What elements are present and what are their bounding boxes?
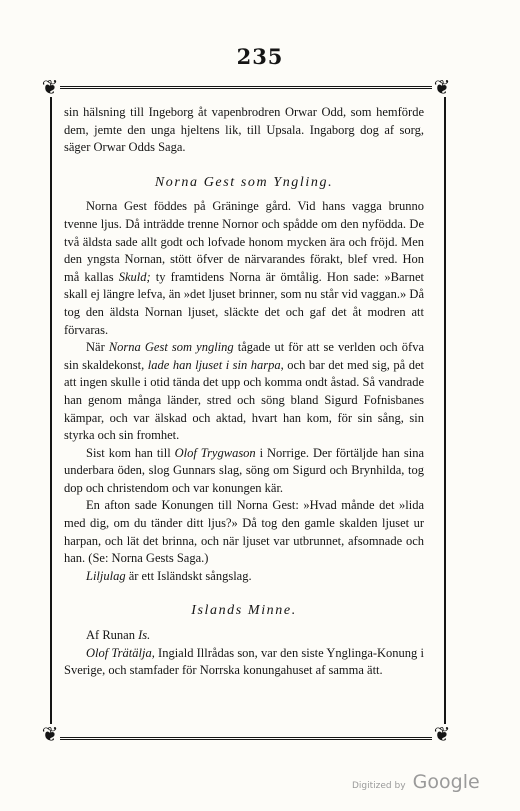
paragraph [64,645,424,680]
text-run: är ett Isländskt sångslag. [125,568,252,583]
text-run: Norna Gest föddes på Gräninge gård. Vid hans vagga brunno tvenne ljus. Då inträdde trenne Nornor och spådde om den nyfödda. De två äldsta sade allt godt och lofvade honom mycken ära och fröjd. Men den yngsta Nornan, stött öfver de närvarandes förakt, blef vred. Hon må kallas [64,199,424,284]
text-run: tågade ut för att se verlden och öfva sin skaldekonst, [64,340,424,372]
text-run: ty framtidens Norna är ömtålig. Hon sade: »Barnet skall ej längre lefva, än »det ljuset brinner, som nu står vid vaggan.» Då tog den äldsta Nornan ljuset, släckte det och gaf det åt modren att förvaras. [64,269,424,337]
text-run: Ingiald Illrådas son, var den siste Ynglinga-Konung i Sverige, och stamfader för Norrska konungahuset af samma ätt. [64,645,424,678]
italic-text: Is. [138,628,151,643]
google-logo: Google [412,771,480,793]
text-run: i Norrige. Der förtäljde han sina underbara öden, slog Gunnars slag, söng om Sigurd och Brynhilda, tog dop och christendom och var konungen kär. [64,445,424,495]
paragraph [64,104,424,157]
paragraph [64,339,424,445]
text-run: En afton sade Konungen till Norna Gest: »Hvad månde det »lida med dig, om du tänder ditt ljus?» Då tog den gamle skalden ljuset ur harpan, och lät det brinna, och när ljuset var utbrunnet, afsomnade och han. (Se: Norna Gests Saga.) [64,498,424,566]
page-number: 235 [236,44,284,69]
body-text [64,104,424,680]
text-run: sin hälsning till Ingeborg åt vapenbrodren Orwar Odd, som hemförde dem, jemte den unga hjeltens lik, till Upsala. Ingaborg dog af sorg, säger Orwar Odds Saga. [64,105,424,155]
ornament-icon: ❦ [41,722,59,746]
paragraph [64,568,424,586]
section-heading: Norna Gest som Yngling. [154,174,334,190]
italic-text: Liljulag [86,568,126,583]
text-run: När [86,340,109,355]
paragraph [64,445,424,498]
paragraph [64,198,424,339]
ornament-icon: ❦ [433,722,451,746]
section-heading: Islands Minne. [191,603,297,619]
digitized-watermark [352,771,480,793]
text-run: Sist kom han till [86,445,175,460]
text-run: och bar det med sig, på det att ingen skulle i otid tända det upp och komma ondt åstad. Så vandrade han genom många länder, stred och söng bland Sigurd Fofnisbanes kämpar, och var älskad och aktad, hvart han kom, för sin sång, sin styrka och sin fromhet. [64,357,424,443]
text-run: Af Runan [86,628,139,643]
paragraph [64,497,424,567]
italic-text: Olof Trätälja, [86,645,155,660]
italic-text: lade han ljuset i sin harpa, [147,357,284,372]
italic-text: Norna Gest som yngling [108,340,234,355]
ornament-icon: ❦ [433,75,451,99]
paragraph [64,627,424,645]
italic-text: Olof Trygwason [174,445,256,460]
italic-text: Skuld; [118,269,151,284]
ornament-icon: ❦ [41,75,59,99]
watermark-prefix: Digitized by [352,781,406,791]
